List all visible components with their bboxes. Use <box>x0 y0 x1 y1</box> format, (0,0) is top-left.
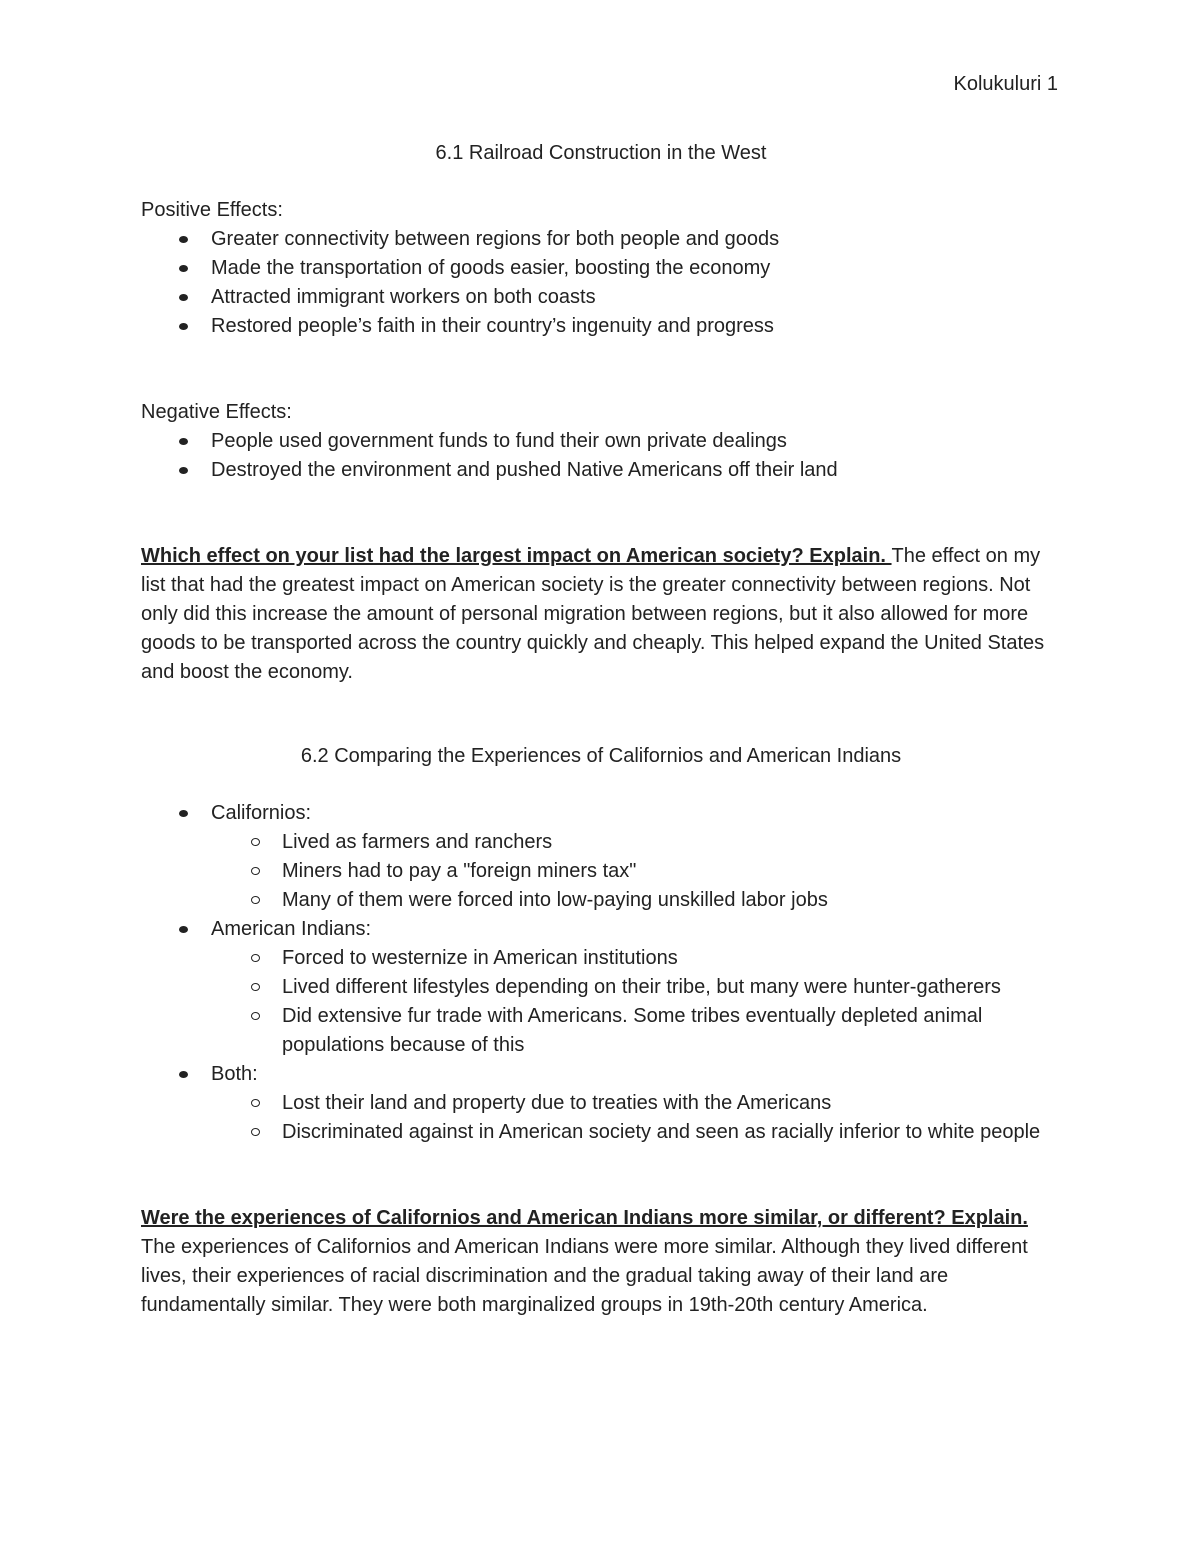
group-label-californios: Californios: <box>211 802 312 824</box>
list-item: People used government funds to fund their own private dealings <box>141 427 1061 456</box>
sub-list-item: Did extensive fur trade with Americans. Some tribes eventually depleted animal populations because of this <box>211 1002 1061 1060</box>
negative-effects-label: Negative Effects: <box>141 401 292 423</box>
list-item-group <box>141 915 1061 1060</box>
list-item-group <box>141 799 1061 915</box>
comparison-list <box>141 799 1061 1147</box>
list-item: Greater connectivity between regions for both people and goods <box>141 225 1061 254</box>
section-1-response <box>141 542 1061 687</box>
spacer <box>141 687 1061 742</box>
list-item: Restored people’s faith in their country’s ingenuity and progress <box>141 312 1061 341</box>
sub-list-item: Many of them were forced into low-paying unskilled labor jobs <box>211 886 1061 915</box>
section-2-response <box>141 1204 1061 1320</box>
section-1-answer: The effect on my list that had the greatest impact on American society is the greater connectivity between regions. Not only did this increase the amount of personal migration between regions, but it also allowed for more goods to be transported across the country quickly and cheaply. This helped expand the United States and boost the economy. <box>141 545 1045 683</box>
section-1-title: 6.1 Railroad Construction in the West <box>435 142 767 164</box>
list-item: Destroyed the environment and pushed Native Americans off their land <box>141 456 1061 485</box>
spacer <box>141 341 1061 398</box>
group-label-both: Both: <box>211 1063 258 1085</box>
both-sublist <box>211 1089 1061 1147</box>
list-item: Made the transportation of goods easier, boosting the economy <box>141 254 1061 283</box>
american-indians-sublist <box>211 944 1061 1060</box>
sub-list-item: Discriminated against in American society and seen as racially inferior to white people <box>211 1118 1061 1147</box>
spacer <box>141 771 1061 799</box>
section-1-question: Which effect on your list had the largest impact on American society? Explain. <box>141 545 892 567</box>
group-label-american-indians: American Indians: <box>211 918 372 940</box>
sub-list-item: Lived as farmers and ranchers <box>211 828 1061 857</box>
list-item: Attracted immigrant workers on both coasts <box>141 283 1061 312</box>
document-body <box>141 139 1061 1320</box>
sub-list-item: Forced to westernize in American institutions <box>211 944 1061 973</box>
list-item-group <box>141 1060 1061 1147</box>
sub-list-item: Lost their land and property due to treaties with the Americans <box>211 1089 1061 1118</box>
sub-list-item: Miners had to pay a "foreign miners tax" <box>211 857 1061 886</box>
spacer <box>141 168 1061 196</box>
page-header-label: Kolukuluri 1 <box>953 73 1058 95</box>
section-2-answer: The experiences of Californios and American Indians were more similar. Although they lived different lives, their experiences of racial discrimination and the gradual taking away of their land are fundamentally similar. They were both marginalized groups in 19th-20th century America. <box>141 1236 1028 1316</box>
spacer <box>141 485 1061 542</box>
section-2-question: Were the experiences of Californios and American Indians more similar, or different? Explain. <box>141 1207 1028 1229</box>
positive-effects-list <box>141 225 1061 341</box>
sub-list-item: Lived different lifestyles depending on their tribe, but many were hunter-gatherers <box>211 973 1061 1002</box>
section-2-title: 6.2 Comparing the Experiences of Californios and American Indians <box>300 745 902 767</box>
negative-effects-list <box>141 427 1061 485</box>
positive-effects-label: Positive Effects: <box>141 199 283 221</box>
spacer <box>141 1147 1061 1204</box>
californios-sublist <box>211 828 1061 915</box>
